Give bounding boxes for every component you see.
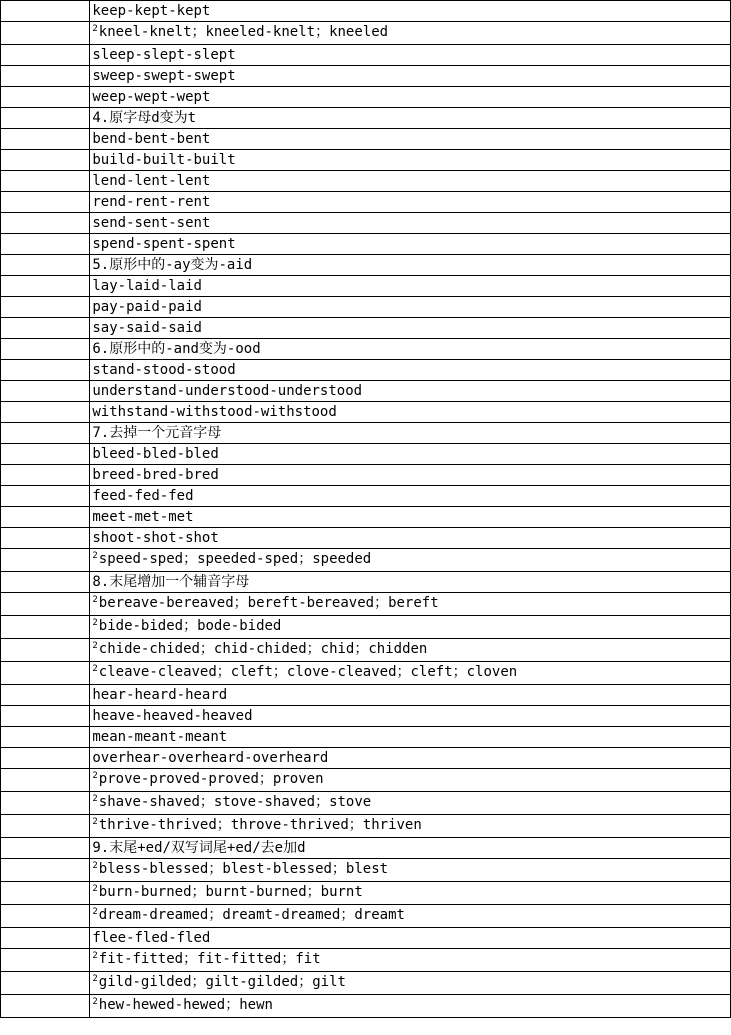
verb-text: sweep-swept-swept <box>92 68 236 84</box>
verb-text: send-sent-sent <box>92 215 211 231</box>
table-row <box>1 769 731 792</box>
footnote-marker: 2 <box>92 817 98 827</box>
verb-cell[interactable] <box>90 685 731 706</box>
empty-cell[interactable] <box>1 995 90 1018</box>
table-row <box>1 706 731 727</box>
verb-cell[interactable] <box>90 129 731 150</box>
footnote-marker: 2 <box>92 24 98 34</box>
footnote-marker: 2 <box>92 997 98 1007</box>
verb-text: breed-bred-bred <box>92 467 219 483</box>
table-row <box>1 444 731 465</box>
footnote-marker: 2 <box>92 794 98 804</box>
table-row <box>1 66 731 87</box>
table-row <box>1 22 731 45</box>
footnote-marker: 2 <box>92 974 98 984</box>
empty-cell[interactable] <box>1 949 90 972</box>
verb-cell[interactable] <box>90 792 731 815</box>
table-row <box>1 171 731 192</box>
verb-text: fit-fitted；fit-fitted；fit <box>98 951 321 967</box>
verb-text: speed-sped；speeded-sped；speeded <box>98 551 372 567</box>
footnote-marker: 2 <box>92 861 98 871</box>
verb-cell[interactable] <box>90 255 731 276</box>
table-row <box>1 339 731 360</box>
empty-cell[interactable] <box>1 838 90 859</box>
table-row <box>1 905 731 928</box>
footnote-marker: 2 <box>92 951 98 961</box>
table-row <box>1 87 731 108</box>
empty-cell[interactable] <box>1 769 90 792</box>
verb-text: kneel-knelt；kneeled-knelt；kneeled <box>98 24 389 40</box>
table-row <box>1 381 731 402</box>
empty-cell[interactable] <box>1 276 90 297</box>
table-row <box>1 685 731 706</box>
verb-text: say-said-said <box>92 320 202 336</box>
empty-cell[interactable] <box>1 859 90 882</box>
verb-cell[interactable] <box>90 108 731 129</box>
empty-cell[interactable] <box>1 66 90 87</box>
verb-cell[interactable] <box>90 727 731 748</box>
verb-cell[interactable] <box>90 905 731 928</box>
empty-cell[interactable] <box>1 549 90 572</box>
empty-cell[interactable] <box>1 662 90 685</box>
table-row <box>1 297 731 318</box>
empty-cell[interactable] <box>1 318 90 339</box>
empty-cell[interactable] <box>1 22 90 45</box>
table-row <box>1 662 731 685</box>
verb-text: cleave-cleaved；cleft；clove-cleaved；cleft；cloven <box>98 664 518 680</box>
empty-cell[interactable] <box>1 45 90 66</box>
verb-text: hear-heard-heard <box>92 687 228 703</box>
verb-cell[interactable] <box>90 706 731 727</box>
empty-cell[interactable] <box>1 402 90 423</box>
table-row <box>1 276 731 297</box>
verb-cell[interactable] <box>90 1 731 22</box>
empty-cell[interactable] <box>1 792 90 815</box>
verb-cell[interactable] <box>90 339 731 360</box>
verb-text: spend-spent-spent <box>92 236 236 252</box>
verb-text: stand-stood-stood <box>92 362 236 378</box>
table-row <box>1 465 731 486</box>
empty-cell[interactable] <box>1 297 90 318</box>
verb-text: 9.末尾+ed/双写词尾+ed/去e加d <box>92 840 306 856</box>
verb-cell[interactable] <box>90 22 731 45</box>
verb-cell[interactable] <box>90 276 731 297</box>
verb-cell[interactable] <box>90 171 731 192</box>
table-row <box>1 108 731 129</box>
table-row <box>1 1 731 22</box>
verb-cell[interactable] <box>90 549 731 572</box>
verb-cell[interactable] <box>90 882 731 905</box>
verb-cell[interactable] <box>90 662 731 685</box>
verb-text: rend-rent-rent <box>92 194 211 210</box>
verb-text: bless-blessed；blest-blessed；blest <box>98 861 389 877</box>
verb-cell[interactable] <box>90 593 731 616</box>
table-row <box>1 549 731 572</box>
table-row <box>1 949 731 972</box>
verb-text: 5.原形中的-ay变为-aid <box>92 257 253 273</box>
table-row <box>1 486 731 507</box>
table-row <box>1 572 731 593</box>
verb-text: shoot-shot-shot <box>92 530 219 546</box>
verb-cell[interactable] <box>90 297 731 318</box>
empty-cell[interactable] <box>1 572 90 593</box>
empty-cell[interactable] <box>1 192 90 213</box>
verb-text: 7.去掉一个元音字母 <box>92 425 222 441</box>
verb-text: build-built-built <box>92 152 236 168</box>
verb-text: chide-chided；chid-chided；chid；chidden <box>98 641 428 657</box>
table-row <box>1 882 731 905</box>
verb-cell[interactable] <box>90 465 731 486</box>
table-row <box>1 748 731 769</box>
table-row <box>1 639 731 662</box>
footnote-marker: 2 <box>92 771 98 781</box>
verb-text: withstand-withstood-withstood <box>92 404 337 420</box>
empty-cell[interactable] <box>1 507 90 528</box>
verb-cell[interactable] <box>90 318 731 339</box>
table-row <box>1 792 731 815</box>
verb-cell[interactable] <box>90 639 731 662</box>
table-row <box>1 402 731 423</box>
verb-text: weep-wept-wept <box>92 89 211 105</box>
table-row <box>1 838 731 859</box>
empty-cell[interactable] <box>1 360 90 381</box>
verb-text: dream-dreamed；dreamt-dreamed；dreamt <box>98 907 405 923</box>
empty-cell[interactable] <box>1 129 90 150</box>
verb-cell[interactable] <box>90 928 731 949</box>
empty-cell[interactable] <box>1 213 90 234</box>
verb-cell[interactable] <box>90 616 731 639</box>
verb-cell[interactable] <box>90 949 731 972</box>
empty-cell[interactable] <box>1 444 90 465</box>
verb-cell[interactable] <box>90 528 731 549</box>
table-row <box>1 255 731 276</box>
empty-cell[interactable] <box>1 423 90 444</box>
verb-text: bide-bided；bode-bided <box>98 618 282 634</box>
empty-cell[interactable] <box>1 727 90 748</box>
verb-text: understand-understood-understood <box>92 383 363 399</box>
verb-text: mean-meant-meant <box>92 729 228 745</box>
verb-text: 4.原字母d变为t <box>92 110 197 126</box>
table-row <box>1 859 731 882</box>
verb-text: flee-fled-fled <box>92 930 211 946</box>
table-row <box>1 423 731 444</box>
empty-cell[interactable] <box>1 928 90 949</box>
empty-cell[interactable] <box>1 150 90 171</box>
table-row <box>1 593 731 616</box>
empty-cell[interactable] <box>1 171 90 192</box>
empty-cell[interactable] <box>1 87 90 108</box>
verb-cell[interactable] <box>90 486 731 507</box>
verb-text: shave-shaved；stove-shaved；stove <box>98 794 372 810</box>
verb-text: hew-hewed-hewed；hewn <box>98 997 273 1013</box>
verb-text: bereave-bereaved；bereft-bereaved；bereft <box>98 595 439 611</box>
verb-cell[interactable] <box>90 444 731 465</box>
table-body <box>1 1 731 1018</box>
table-row <box>1 192 731 213</box>
table-row <box>1 129 731 150</box>
verb-cell[interactable] <box>90 972 731 995</box>
empty-cell[interactable] <box>1 108 90 129</box>
empty-cell[interactable] <box>1 593 90 616</box>
empty-cell[interactable] <box>1 882 90 905</box>
table-row <box>1 928 731 949</box>
verb-text: gild-gilded；gilt-gilded；gilt <box>98 974 346 990</box>
footnote-marker: 2 <box>92 641 98 651</box>
empty-cell[interactable] <box>1 639 90 662</box>
empty-cell[interactable] <box>1 905 90 928</box>
empty-cell[interactable] <box>1 381 90 402</box>
empty-cell[interactable] <box>1 748 90 769</box>
verb-text: sleep-slept-slept <box>92 47 236 63</box>
verb-cell[interactable] <box>90 815 731 838</box>
table-row <box>1 616 731 639</box>
verb-cell[interactable] <box>90 87 731 108</box>
table-row <box>1 150 731 171</box>
verb-text: burn-burned；burnt-burned；burnt <box>98 884 363 900</box>
verb-text: keep-kept-kept <box>92 3 211 19</box>
verb-text: 6.原形中的-and变为-ood <box>92 341 261 357</box>
table-row <box>1 318 731 339</box>
footnote-marker: 2 <box>92 618 98 628</box>
verb-cell[interactable] <box>90 402 731 423</box>
empty-cell[interactable] <box>1 1 90 22</box>
table-row <box>1 727 731 748</box>
verb-cell[interactable] <box>90 213 731 234</box>
verb-cell[interactable] <box>90 45 731 66</box>
table-row <box>1 360 731 381</box>
verb-cell[interactable] <box>90 572 731 593</box>
verb-cell[interactable] <box>90 859 731 882</box>
footnote-marker: 2 <box>92 884 98 894</box>
verb-text: bleed-bled-bled <box>92 446 219 462</box>
footnote-marker: 2 <box>92 595 98 605</box>
verb-text: meet-met-met <box>92 509 194 525</box>
verb-cell[interactable] <box>90 150 731 171</box>
empty-cell[interactable] <box>1 972 90 995</box>
verb-text: lend-lent-lent <box>92 173 211 189</box>
empty-cell[interactable] <box>1 616 90 639</box>
table-row <box>1 234 731 255</box>
table-row <box>1 815 731 838</box>
empty-cell[interactable] <box>1 685 90 706</box>
verb-text: bend-bent-bent <box>92 131 211 147</box>
empty-cell[interactable] <box>1 339 90 360</box>
verb-cell[interactable] <box>90 507 731 528</box>
verb-text: prove-proved-proved；proven <box>98 771 324 787</box>
verb-text: overhear-overheard-overheard <box>92 750 329 766</box>
verb-cell[interactable] <box>90 995 731 1018</box>
empty-cell[interactable] <box>1 815 90 838</box>
empty-cell[interactable] <box>1 486 90 507</box>
empty-cell[interactable] <box>1 234 90 255</box>
verb-cell[interactable] <box>90 769 731 792</box>
verb-cell[interactable] <box>90 838 731 859</box>
verb-cell[interactable] <box>90 748 731 769</box>
empty-cell[interactable] <box>1 255 90 276</box>
verb-text: pay-paid-paid <box>92 299 202 315</box>
footnote-marker: 2 <box>92 664 98 674</box>
verb-cell[interactable] <box>90 66 731 87</box>
verb-text: thrive-thrived；throve-thrived；thriven <box>98 817 422 833</box>
table-row <box>1 995 731 1018</box>
verb-cell[interactable] <box>90 192 731 213</box>
table-row <box>1 507 731 528</box>
table-row <box>1 213 731 234</box>
verb-cell[interactable] <box>90 423 731 444</box>
verb-text: 8.末尾增加一个辅音字母 <box>92 574 250 590</box>
table-row <box>1 528 731 549</box>
empty-cell[interactable] <box>1 706 90 727</box>
verb-cell[interactable] <box>90 360 731 381</box>
table-row <box>1 972 731 995</box>
verb-text: heave-heaved-heaved <box>92 708 253 724</box>
empty-cell[interactable] <box>1 465 90 486</box>
verb-cell[interactable] <box>90 381 731 402</box>
footnote-marker: 2 <box>92 551 98 561</box>
verb-text: lay-laid-laid <box>92 278 202 294</box>
table-row <box>1 45 731 66</box>
verb-cell[interactable] <box>90 234 731 255</box>
footnote-marker: 2 <box>92 907 98 917</box>
verb-text: feed-fed-fed <box>92 488 194 504</box>
empty-cell[interactable] <box>1 528 90 549</box>
